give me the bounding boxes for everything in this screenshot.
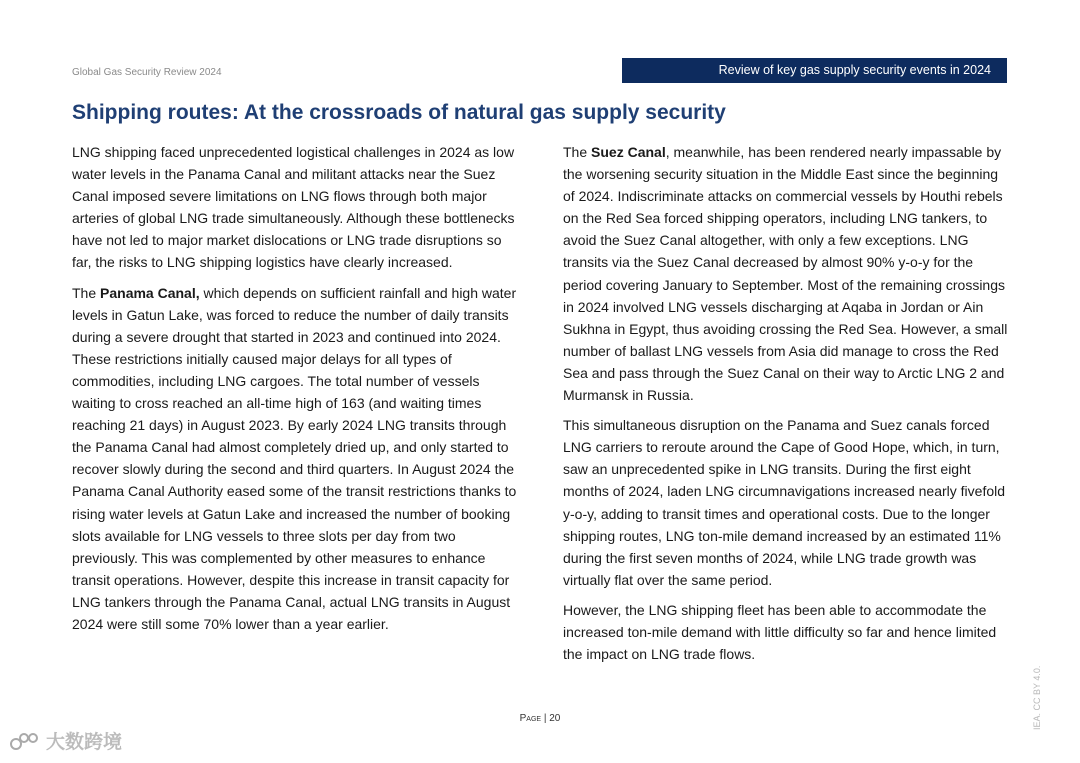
page-label: Page xyxy=(519,713,542,724)
right-paragraph-suez xyxy=(563,141,1010,406)
watermark-logo-icon xyxy=(10,730,40,752)
right-paragraph-rerouting: This simultaneous disruption on the Panama and Suez canals forced LNG carriers to reroute around the Cape of Good Hope, which, in turn, saw an unprecedented spike in LNG transits. During the first eight months of 2024, laden LNG circumnavigations increased nearly fivefold y-o-y, adding to transit times and operational costs. Due to the longer shipping routes, LNG ton-mile demand increased by an estimated 11% during the first seven months of 2024, while LNG trade growth was virtually flat over the same period. xyxy=(563,417,1006,588)
suez-lead-in: The xyxy=(563,144,592,160)
panama-lead-in: The xyxy=(72,284,101,301)
right-paragraph-fleet: However, the LNG shipping fleet has been able to accommodate the increased ton-mile demand with little difficulty so far and hence limited the impact on LNG trade flows. xyxy=(563,601,997,663)
right-column xyxy=(563,141,1010,673)
watermark xyxy=(10,727,122,754)
left-paragraph-intro: LNG shipping faced unprecedented logistical challenges in 2024 as low water levels in the Panama Canal and militant attacks near the Suez Canal imposed severe limitations on LNG flows through both major arteries of global LNG trade simultaneously. Although these bottlenecks have not led to major market dislocations or LNG trade disruptions so far, the risks to LNG shipping logistics have clearly increased. xyxy=(72,144,515,271)
page-footer xyxy=(0,713,1080,724)
running-header: Global Gas Security Review 2024 xyxy=(72,67,222,78)
page-title: Shipping routes: At the crossroads of natural gas supply security xyxy=(72,101,726,124)
panama-canal-term: Panama Canal, xyxy=(100,284,200,301)
page-separator: | xyxy=(541,713,550,724)
left-column xyxy=(72,141,518,643)
left-paragraph-panama xyxy=(72,282,518,636)
suez-body: , meanwhile, has been rendered nearly impassable by the worsening security situation in the Middle East since the beginning of 2024. Indiscriminate attacks on commercial vessels by Houthi rebels on the Red Sea forced shipping operators, including LNG tankers, to avoid the Suez Canal altogether, with only a few exceptions. LNG transits via the Suez Canal decreased by almost 90% y-o-y for the period covering January to September. Most of the remaining crossings in 2024 involved LNG vessels discharging at Aqaba in Jordan or Ain Sukhna in Egypt, thus avoiding crossing the Red Sea. However, a small number of ballast LNG vessels from Asia did manage to cross the Red Sea and pass through the Suez Canal on their way to Arctic LNG 2 and Murmansk in Russia. xyxy=(563,144,1008,404)
watermark-text: 大数跨境 xyxy=(46,731,123,753)
panama-body: which depends on sufficient rainfall and high water levels in Gatun Lake, was forced to reduce the number of daily transits during a severe drought that started in 2023 and continued into 2024. These restrictions initially caused major delays for all types of commodities, including LNG cargoes. The total number of vessels waiting to cross reached an all-time high of 163 (and waiting times reaching 21 days) in August 2023. By early 2024 LNG transits through the Panama Canal had almost completely dried up, and only started to recover slowly during the second and third quarters. In August 2024 the Panama Canal Authority eased some of the transit restrictions thanks to rising water levels at Gatun Lake and increased the number of booking slots available for LNG vessels to three slots per day from two previously. This was complemented by other measures to enhance transit operations. However, despite this increase in transit capacity for LNG tankers through the Panama Canal, actual LNG transits in August 2024 were still some 70% lower than a year earlier. xyxy=(72,284,517,632)
suez-canal-term: Suez Canal xyxy=(591,144,666,160)
section-banner: Review of key gas supply security events in 2024 xyxy=(622,58,1007,83)
page-number: 20 xyxy=(549,713,561,724)
license-note: IEA. CC BY 4.0. xyxy=(1032,665,1042,730)
